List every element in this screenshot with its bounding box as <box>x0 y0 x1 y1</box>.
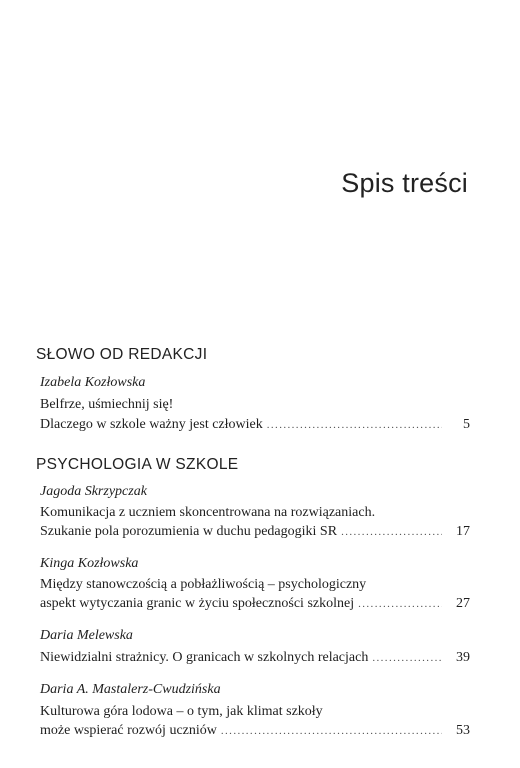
entry-title-text: Między stanowczością a pobłażliwością – psychologiczny <box>40 577 367 592</box>
section-heading: SŁOWO OD REDAKCJI <box>36 346 208 363</box>
entry-title-text: Niewidzialni strażnicy. O granicach w szkolnych relacjach <box>40 650 369 665</box>
dot-leader <box>341 526 442 538</box>
entry-title-text: Belfrze, uśmiechnij się! <box>40 397 174 412</box>
page-number: 53 <box>456 723 470 738</box>
entry-title-text: Kulturowa góra lodowa – o tym, jak klimat szkoły <box>40 704 323 719</box>
entry-title-line <box>40 577 470 593</box>
entry-author: Kinga Kozłowska <box>40 556 139 571</box>
page-number: 27 <box>456 596 470 611</box>
toc-entry-link[interactable] <box>40 723 470 739</box>
entry-author: Daria Melewska <box>40 628 133 643</box>
page-number: 17 <box>456 524 470 539</box>
dot-leader <box>372 652 442 664</box>
entry-author: Izabela Kozłowska <box>40 375 146 390</box>
toc-entry-link[interactable] <box>40 596 470 612</box>
dot-leader <box>221 725 442 737</box>
page-title: Spis treści <box>341 168 468 198</box>
entry-title-line <box>40 704 470 720</box>
toc-entry-link[interactable] <box>40 417 470 433</box>
entry-title-text: Komunikacja z uczniem skoncentrowana na rozwiązaniach. <box>40 505 376 520</box>
entry-title-line <box>40 505 470 521</box>
page-number: 39 <box>456 650 470 665</box>
dot-leader <box>267 419 442 431</box>
entry-title-text: może wspierać rozwój uczniów <box>40 723 217 738</box>
entry-title-line <box>40 397 470 413</box>
entry-author: Jagoda Skrzypczak <box>40 484 147 499</box>
entry-title-text: Szukanie pola porozumienia w duchu pedagogiki SR <box>40 524 338 539</box>
toc-entry-link[interactable] <box>40 524 470 540</box>
section-heading: PSYCHOLOGIA W SZKOLE <box>36 456 239 473</box>
page-number: 5 <box>463 417 470 432</box>
entry-title-text: Dlaczego w szkole ważny jest człowiek <box>40 417 263 432</box>
entry-author: Daria A. Mastalerz-Cwudzińska <box>40 682 221 697</box>
toc-entry-link[interactable] <box>40 650 470 666</box>
dot-leader <box>358 598 442 610</box>
entry-title-text: aspekt wytyczania granic w życiu społeczności szkolnej <box>40 596 355 611</box>
